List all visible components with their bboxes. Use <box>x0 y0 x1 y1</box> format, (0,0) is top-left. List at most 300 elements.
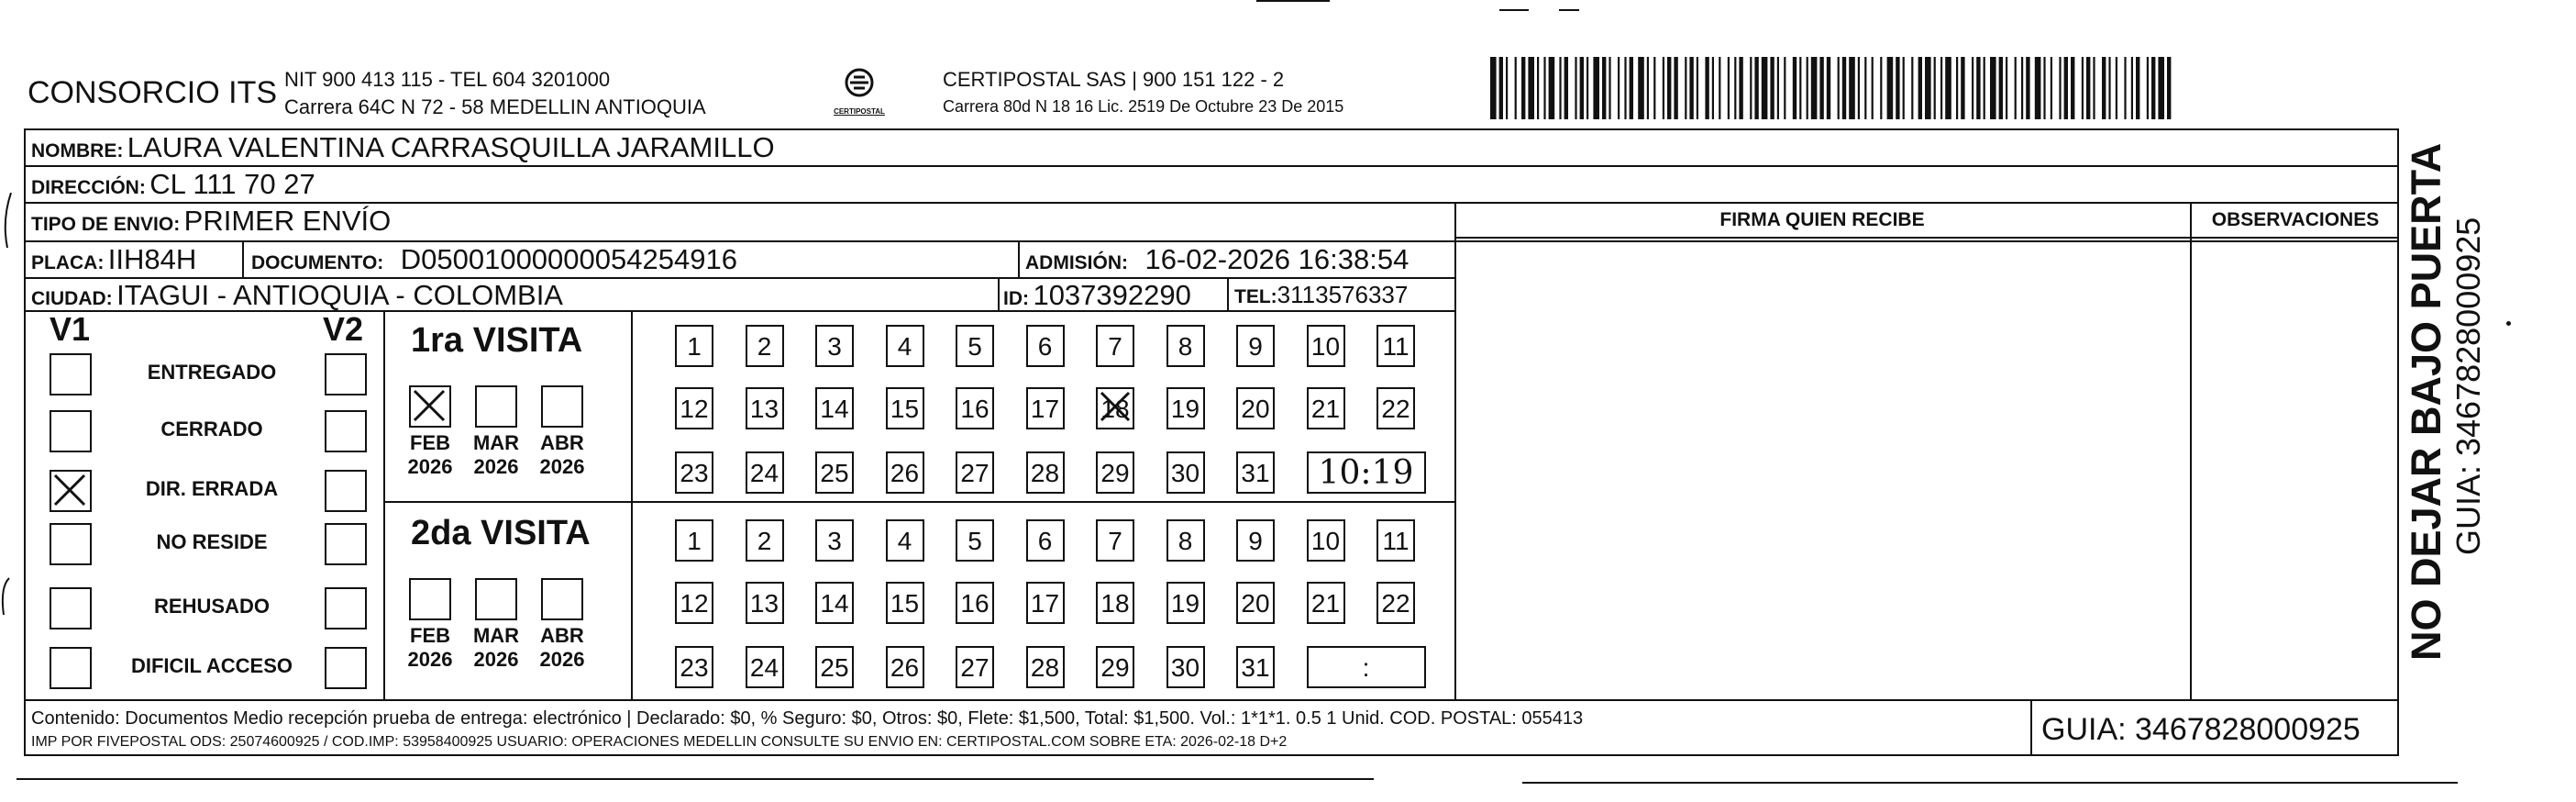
barcode-bar <box>2051 57 2052 119</box>
barcode-bar <box>1490 57 1497 119</box>
day-number: 18 <box>1100 395 1130 423</box>
day-number: 19 <box>1170 395 1200 423</box>
documento-value: D05001000000054254916 <box>400 243 737 275</box>
day-number: 10 <box>1310 527 1341 555</box>
tipo-envio-row <box>31 205 391 238</box>
barcode-bar <box>2102 57 2106 119</box>
barcode-bar <box>1887 57 1894 119</box>
day-number: 11 <box>1382 527 1410 555</box>
ciudad-cell <box>31 279 563 312</box>
day-box[interactable] <box>1096 387 1134 429</box>
visit1-title: 1ra VISITA <box>411 321 583 360</box>
day-number: 8 <box>1177 527 1193 555</box>
barcode-bar <box>1872 57 1874 119</box>
barcode-bar <box>1734 57 1736 119</box>
month-checkbox[interactable] <box>541 385 583 428</box>
id-label: ID: <box>1003 288 1029 309</box>
barcode-bar <box>1925 57 1931 119</box>
direccion-label: DIRECCIÓN: <box>31 177 146 198</box>
nombre-label: NOMBRE: <box>31 140 124 162</box>
v1-checkbox[interactable] <box>50 647 92 689</box>
certipostal-logo-icon <box>830 66 889 103</box>
barcode-bar <box>1609 57 1610 119</box>
day-box[interactable] <box>1166 646 1205 688</box>
day-number: 3 <box>827 332 842 361</box>
day-box[interactable] <box>1026 646 1065 688</box>
tipo-envio-label: TIPO DE ENVIO: <box>31 214 181 235</box>
day-box[interactable] <box>815 451 854 494</box>
month-label <box>469 624 524 672</box>
v1-checkbox[interactable] <box>50 353 92 395</box>
day-number: 9 <box>1248 332 1263 361</box>
v2-header: V2 <box>323 310 364 348</box>
month-year: 2026 <box>473 455 519 478</box>
day-number: 2 <box>757 332 772 361</box>
observaciones-header: OBSERVACIONES <box>2211 209 2380 230</box>
day-number: 30 <box>1170 653 1200 682</box>
barcode-bar <box>1537 57 1539 119</box>
day-box[interactable] <box>746 582 784 624</box>
footer-line-2: IMP POR FIVEPOSTAL ODS: 25074600925 / COD.IMP: 53958400925 USUARIO: OPERACIONES MEDELLIN CONSULTE SU ENVIO EN: CERTIPOSTAL.COM SOBRE ETA: 2026-02-18 D+2 <box>31 734 1288 750</box>
day-box[interactable] <box>1307 519 1345 562</box>
barcode-bar <box>1685 57 1686 119</box>
certipostal-line-2: Carrera 80d N 18 16 Lic. 2519 De Octubre 23 De 2015 <box>943 97 1344 116</box>
month-label <box>403 624 458 672</box>
day-number: 23 <box>680 459 709 487</box>
day-number: 6 <box>1037 527 1053 555</box>
ciudad-value: ITAGUI - ANTIOQUIA - COLOMBIA <box>116 279 563 311</box>
barcode-bar <box>2108 57 2110 119</box>
day-number: 29 <box>1100 459 1130 487</box>
day-box[interactable] <box>675 519 713 562</box>
day-box[interactable] <box>746 325 784 367</box>
month-name: MAR <box>472 624 520 647</box>
barcode-bar <box>1896 57 1899 119</box>
day-number: 24 <box>749 653 779 682</box>
day-box[interactable] <box>1376 387 1415 429</box>
barcode-bar <box>1618 57 1620 119</box>
barcode-bar <box>1940 57 1942 119</box>
id-value: 1037392290 <box>1033 279 1191 311</box>
day-box[interactable] <box>1096 519 1134 562</box>
v2-checkbox[interactable] <box>325 523 367 565</box>
day-number: 26 <box>890 459 920 487</box>
placa-cell <box>31 243 196 276</box>
day-number: 6 <box>1037 332 1053 361</box>
month-label <box>403 431 458 479</box>
day-number: 1 <box>687 332 702 361</box>
day-box[interactable] <box>1236 582 1275 624</box>
status-label: REHUSADO <box>154 595 270 618</box>
day-box[interactable] <box>1166 451 1205 494</box>
day-box[interactable] <box>1166 325 1205 367</box>
barcode-bar <box>1638 57 1644 119</box>
day-box[interactable] <box>956 582 994 624</box>
day-box[interactable] <box>1236 519 1275 562</box>
day-number: 16 <box>960 589 989 618</box>
day-number: 26 <box>890 653 920 682</box>
barcode-bar <box>1528 57 1534 119</box>
day-box[interactable] <box>886 387 924 429</box>
day-number: 25 <box>820 653 849 682</box>
barcode-bar <box>2082 57 2084 119</box>
firma-header: FIRMA QUIEN RECIBE <box>1719 209 1925 230</box>
certipostal-logo <box>830 66 889 117</box>
status-label: DIFICIL ACCESO <box>130 654 293 677</box>
barcode-bar <box>1819 57 1823 119</box>
barcode-bar <box>1739 57 1742 119</box>
barcode-bar <box>1811 57 1818 119</box>
barcode-bar <box>1697 57 1698 119</box>
footer-guia: GUIA: 3467828000925 <box>2041 712 2360 747</box>
barcode-bar <box>1934 57 1936 119</box>
day-box[interactable] <box>886 582 924 624</box>
day-number: 22 <box>1381 589 1410 618</box>
documento-label: DOCUMENTO: <box>251 252 384 273</box>
barcode-bar <box>1689 57 1693 119</box>
month-year: 2026 <box>539 648 585 671</box>
barcode-bar <box>1593 57 1599 119</box>
day-number: 5 <box>967 332 982 361</box>
day-number: 14 <box>820 395 849 423</box>
day-number: 21 <box>1310 395 1341 423</box>
day-number: 22 <box>1381 395 1410 423</box>
status-label: DIR. ERRADA <box>145 477 279 500</box>
day-box[interactable] <box>675 582 713 624</box>
v1-checkbox[interactable] <box>50 410 92 452</box>
side-warning: NO DEJAR BAJO PUERTA <box>2403 142 2449 661</box>
day-box[interactable] <box>746 451 784 494</box>
barcode-bar <box>2136 57 2139 119</box>
day-box[interactable] <box>1236 646 1275 688</box>
day-number: 31 <box>1241 459 1270 487</box>
status-label: ENTREGADO <box>147 361 277 384</box>
barcode-bar <box>2167 57 2171 119</box>
day-box[interactable] <box>1096 325 1134 367</box>
barcode-bar <box>2158 57 2164 119</box>
barcode-bar <box>1549 57 1555 119</box>
barcode-bar <box>2015 57 2017 119</box>
day-number: 17 <box>1030 395 1060 423</box>
x-mark-icon <box>1098 389 1134 426</box>
tel-value: 3113576337 <box>1277 281 1409 308</box>
day-box[interactable] <box>886 451 924 494</box>
time-box[interactable] <box>1307 451 1426 494</box>
barcode-bar <box>2151 57 2155 119</box>
day-box[interactable] <box>815 646 854 688</box>
day-box[interactable] <box>1096 451 1134 494</box>
ciudad-label: CIUDAD: <box>31 288 113 309</box>
month-checkbox[interactable] <box>409 578 451 620</box>
v2-checkbox[interactable] <box>325 647 367 689</box>
day-box[interactable] <box>1026 387 1065 429</box>
company-line-1: NIT 900 413 115 - TEL 604 3201000 <box>284 68 611 91</box>
day-box[interactable] <box>1307 582 1345 624</box>
barcode-bar <box>1575 57 1576 119</box>
day-number: 10 <box>1310 332 1341 361</box>
barcode-bar <box>1705 57 1708 119</box>
barcode-bar <box>2147 57 2149 119</box>
day-number: 20 <box>1241 395 1270 423</box>
barcode-bar <box>2124 57 2126 119</box>
month-label <box>469 431 524 479</box>
day-number: 4 <box>897 332 912 361</box>
time-value: 10:19 <box>1318 454 1414 492</box>
documento-cell <box>251 243 737 276</box>
v1-checkbox[interactable] <box>50 523 92 565</box>
barcode-bar <box>1712 57 1714 119</box>
day-box[interactable] <box>1307 325 1345 367</box>
day-box[interactable] <box>956 325 994 367</box>
month-name: FEB <box>410 624 450 647</box>
day-number: 7 <box>1108 332 1122 361</box>
day-box[interactable] <box>746 646 784 688</box>
barcode-bar <box>2131 57 2133 119</box>
barcode-bar <box>1976 57 1980 119</box>
day-number: 5 <box>967 527 982 555</box>
day-box[interactable] <box>815 582 854 624</box>
day-box[interactable] <box>1236 451 1275 494</box>
x-mark-icon <box>411 387 449 426</box>
day-number: 4 <box>897 527 912 555</box>
day-box[interactable] <box>886 519 924 562</box>
day-number: 25 <box>820 459 849 487</box>
barcode-bar <box>1999 57 2003 119</box>
day-number: 23 <box>680 653 709 682</box>
v1-header: V1 <box>50 310 91 348</box>
barcode-bar <box>1663 57 1664 119</box>
day-number: 2 <box>757 527 772 555</box>
month-checkbox[interactable] <box>475 385 517 428</box>
barcode-bar <box>1499 57 1503 119</box>
placa-label: PLACA: <box>31 252 105 273</box>
day-box[interactable] <box>956 646 994 688</box>
day-number: 7 <box>1108 527 1122 555</box>
certipostal-line-1: CERTIPOSTAL SAS | 900 151 122 - 2 <box>943 68 1285 91</box>
day-number: 12 <box>680 395 709 423</box>
day-number: 13 <box>749 589 779 618</box>
v1-checkbox[interactable] <box>50 587 92 629</box>
barcode-bar <box>2026 57 2029 119</box>
barcode-bar <box>1777 57 1779 119</box>
month-checkbox[interactable] <box>541 578 583 620</box>
day-box[interactable] <box>1236 325 1275 367</box>
day-number: 17 <box>1030 589 1060 618</box>
day-number: 12 <box>680 589 709 618</box>
month-year: 2026 <box>473 648 519 671</box>
day-box[interactable] <box>1026 519 1065 562</box>
day-number: 1 <box>687 527 702 555</box>
placa-value: IIH84H <box>107 243 197 275</box>
day-number: 24 <box>749 459 779 487</box>
barcode-bar <box>2059 57 2061 119</box>
day-box[interactable] <box>956 387 994 429</box>
day-box[interactable] <box>886 646 924 688</box>
day-number: 14 <box>820 589 849 618</box>
day-box[interactable] <box>1166 387 1205 429</box>
barcode-bar <box>1799 57 1801 119</box>
barcode-bar <box>1728 57 1730 119</box>
day-box[interactable] <box>886 325 924 367</box>
day-number: 21 <box>1310 589 1341 618</box>
day-number: 29 <box>1100 653 1130 682</box>
month-name: MAR <box>472 431 520 454</box>
day-box[interactable] <box>815 325 854 367</box>
tel-cell <box>1234 281 1408 309</box>
day-number: 27 <box>960 459 989 487</box>
barcode-bar <box>1838 57 1840 119</box>
barcode-bar <box>1564 57 1568 119</box>
barcode-bar <box>1903 57 1905 119</box>
barcode-bar <box>1521 57 1525 119</box>
barcode-bar <box>1918 57 1922 119</box>
barcode-bar <box>2071 57 2074 119</box>
visit2-title: 2da VISITA <box>411 514 591 552</box>
admision-cell <box>1025 243 1409 276</box>
admision-label: ADMISIÓN: <box>1025 252 1128 273</box>
barcode-bar <box>1880 57 1882 119</box>
day-box[interactable] <box>675 451 713 494</box>
day-number: 30 <box>1170 459 1200 487</box>
barcode-bar <box>1793 57 1797 119</box>
v2-checkbox[interactable] <box>325 587 367 629</box>
day-box[interactable] <box>1376 582 1415 624</box>
tel-label: TEL: <box>1234 286 1277 307</box>
day-box[interactable] <box>815 387 854 429</box>
day-box[interactable] <box>815 519 854 562</box>
x-mark-icon <box>51 472 90 510</box>
footer-line-1: Contenido: Documentos Medio recepción prueba de entrega: electrónico | Declarado: $0, % Seguro: $0, Otros: $0, Flete: $1,500, Total: $1,500. Vol.: 1*1*1. 0.5 1 Unid. COD. POSTAL: 055413 <box>31 708 1584 729</box>
month-label <box>535 431 590 479</box>
barcode-bar <box>1770 57 1774 119</box>
day-number: 3 <box>827 527 842 555</box>
day-box[interactable] <box>746 387 784 429</box>
month-name: FEB <box>410 431 450 454</box>
day-number: 15 <box>890 395 920 423</box>
month-label <box>535 624 590 672</box>
barcode-bar <box>2043 57 2045 119</box>
day-number: 19 <box>1170 589 1200 618</box>
day-number: 28 <box>1030 653 1060 682</box>
direccion-value: CL 111 70 27 <box>149 168 315 200</box>
day-number: 27 <box>960 653 989 682</box>
time-box[interactable] <box>1307 646 1426 688</box>
id-cell <box>1003 279 1191 312</box>
barcode-bar <box>1559 57 1561 119</box>
day-number: 31 <box>1241 653 1270 682</box>
barcode-bar <box>1784 57 1786 119</box>
day-box[interactable] <box>1166 582 1205 624</box>
barcode-bar <box>1754 57 1758 119</box>
barcode-bar <box>1827 57 1830 119</box>
month-checkbox[interactable] <box>475 578 517 620</box>
barcode-bar <box>1750 57 1752 119</box>
day-box[interactable] <box>1026 582 1065 624</box>
day-box[interactable] <box>675 325 713 367</box>
v1-checkbox[interactable] <box>50 470 92 512</box>
barcode-bar <box>1653 57 1655 119</box>
barcode-bar <box>2093 57 2095 119</box>
month-name: ABR <box>540 624 584 647</box>
nombre-value: LAURA VALENTINA CARRASQUILLA JARAMILLO <box>127 131 775 163</box>
day-box[interactable] <box>1026 325 1065 367</box>
day-box[interactable] <box>1236 387 1275 429</box>
barcode-bar <box>1858 57 1860 119</box>
day-box[interactable] <box>1166 519 1205 562</box>
company-name: CONSORCIO ITS <box>28 75 278 110</box>
day-box[interactable] <box>1376 519 1415 562</box>
certipostal-logo-caption: CERTIPOSTAL <box>834 107 885 116</box>
day-box[interactable] <box>1096 646 1134 688</box>
barcode-bar <box>1864 57 1866 119</box>
barcode-bar <box>1990 57 1996 119</box>
barcode-bar <box>1807 57 1808 119</box>
day-box[interactable] <box>1376 325 1415 367</box>
day-box[interactable] <box>675 387 713 429</box>
v2-checkbox[interactable] <box>325 410 367 452</box>
day-box[interactable] <box>675 646 713 688</box>
barcode <box>1490 57 2173 119</box>
status-label: NO RESIDE <box>156 530 268 553</box>
month-year: 2026 <box>407 455 453 478</box>
day-box[interactable] <box>1096 582 1134 624</box>
day-box[interactable] <box>956 519 994 562</box>
tipo-envio-value: PRIMER ENVÍO <box>183 205 392 237</box>
nombre-row <box>31 131 775 164</box>
barcode-bar <box>2006 57 2007 119</box>
month-year: 2026 <box>539 455 585 478</box>
day-number: 9 <box>1248 527 1263 555</box>
barcode-bar <box>1674 57 1677 119</box>
scan-dot <box>2506 321 2511 326</box>
barcode-bar <box>1580 57 1584 119</box>
barcode-bar <box>1647 57 1649 119</box>
barcode-bar <box>1911 57 1913 119</box>
day-number: 20 <box>1241 589 1270 618</box>
month-year: 2026 <box>407 648 453 671</box>
v2-checkbox[interactable] <box>325 470 367 512</box>
barcode-bar <box>1762 57 1768 119</box>
side-guia: GUIA: 3467828000925 <box>2449 217 2487 555</box>
barcode-bar <box>2064 57 2068 119</box>
barcode-bar <box>1587 57 1588 119</box>
month-checkbox[interactable] <box>409 385 451 428</box>
day-box[interactable] <box>1026 451 1065 494</box>
barcode-bar <box>1961 57 1964 119</box>
barcode-bar <box>1602 57 1606 119</box>
day-number: 15 <box>890 589 920 618</box>
day-box[interactable] <box>956 451 994 494</box>
day-number: 28 <box>1030 459 1060 487</box>
month-name: ABR <box>540 431 584 454</box>
barcode-bar <box>1849 57 1855 119</box>
status-label: CERRADO <box>160 418 263 440</box>
day-box[interactable] <box>746 519 784 562</box>
barcode-bar <box>1667 57 1671 119</box>
v2-checkbox[interactable] <box>325 353 367 395</box>
day-box[interactable] <box>1307 387 1345 429</box>
day-number: 8 <box>1177 332 1193 361</box>
barcode-bar <box>1719 57 1720 119</box>
time-value: : <box>1362 653 1370 682</box>
barcode-bar <box>1630 57 1633 119</box>
barcode-bar <box>1624 57 1626 119</box>
barcode-bar <box>2035 57 2041 119</box>
barcode-bar <box>2116 57 2117 119</box>
barcode-bar <box>1945 57 1951 119</box>
barcode-bar <box>2086 57 2090 119</box>
day-number: 11 <box>1382 332 1410 361</box>
